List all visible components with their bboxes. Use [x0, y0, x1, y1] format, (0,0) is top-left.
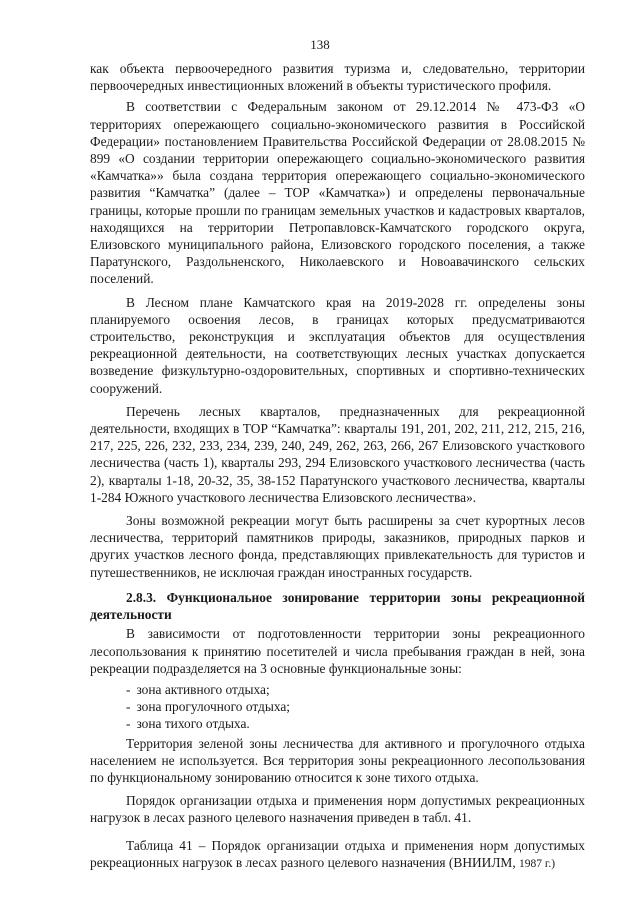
paragraph-forest-quarters: Перечень лесных кварталов, предназначенных для рекреационной деятельности, входящих в ТОР “Камчатка”: кварталы 191, 201, 202, 211, 212, 215, 216, 217, 225, 226, 232, 233, 234, 239, 240, 249, 262, 263, 266, 267 Елизовского участкового лесничества (часть 1), кварталы 293, 294 Елизовского участкового лесничества (часть 2), кварталы 1-18, 20-32, 35, 38-152 Паратунского участкового лесничества, кварталы 1-284 Южного участкового лесничества Елизовского лесничества».	[90, 403, 585, 505]
paragraph-recreation-zones: Зоны возможной рекреации могут быть расширены за счет курортных лесов лесничества, территорий памятников природы, заказников, природных парков и других участков лесного фонда, представляющих привлекательность для туристов и путешественников, не исключая граждан иностранных государств.	[90, 513, 585, 580]
section-intro: В зависимости от подготовленности территории зоны рекреационного лесопользования к принятию посетителей и числа пребывания граждан в ней, зона рекреации подразделяется на 3 основные функциональные зоны:	[90, 626, 585, 676]
table-caption-text: Таблица 41 – Порядок организации отдыха и применения норм допустимых рекреационных нагрузок в лесах разного целевого назначения (ВНИИЛМ,	[90, 837, 585, 870]
zone-quiet: зона тихого отдыха.	[136, 716, 250, 732]
zone-walking: зона прогулочного отдыха;	[136, 699, 291, 715]
table-caption	[90, 837, 585, 873]
paragraph-green-zone: Территория зеленой зоны лесничества для активного и прогулочного отдыха населением не используется. Вся территория зоны рекреационного лесопользования по функциональному зонированию относится к зоне тихого отдыха.	[90, 735, 585, 785]
section-heading: 2.8.3. Функциональное зонирование территории зоны рекреационной деятельности	[90, 589, 585, 623]
list-marker: -	[126, 716, 131, 732]
paragraph-forest-plan: В Лесном плане Камчатского края на 2019-2028 гг. определены зоны планируемого освоения лесов, в границах которых предусматриваются строительство, реконструкция и эксплуатация объектов для осуществления рекреационной деятельности, на соответствующих лесных участках допускается возведение физкультурно-оздоровительных, спортивных и спортивно-технических сооружений.	[90, 294, 585, 396]
zone-active: зона активного отдыха;	[136, 681, 270, 697]
table-caption-year: 1987 г.)	[519, 857, 556, 870]
list-item	[126, 715, 585, 732]
list-item	[126, 698, 585, 715]
list-marker: -	[126, 681, 131, 697]
list-marker: -	[126, 699, 131, 715]
list-item	[126, 681, 585, 698]
document-body	[90, 60, 585, 877]
zone-list	[90, 681, 585, 733]
paragraph-federal-law: В соответствии с Федеральным законом от 29.12.2014 № 473-ФЗ «О территориях опережающего социально-экономического развития в Российской Федерации» постановлением Правительства Российской Федерации от 28.08.2015 № 899 «О создании территории опережающего социально-экономического развития «Камчатка»» была создана территория опережающего социально-экономического развития “Камчатка” (далее – ТОР «Камчатка») и определены первоначальные границы, которые прошли по границам земельных участков и кадастровых кварталов, находящихся на территории Петропавловск-Камчатского городского округа, Елизовского муниципального района, Елизовского городского поселения, а также Паратунского, Раздольненского, Николаевского и Новоавачинского сельских поселений.	[90, 99, 585, 287]
paragraph-order: Порядок организации отдыха и применения норм допустимых рекреационных нагрузок в лесах разного целевого назначения приведен в табл. 41.	[90, 793, 585, 826]
page-number: 138	[310, 37, 330, 52]
paragraph-1: как объекта первоочередного развития туризма и, следовательно, территории первоочередных инвестиционных вложений в объекты туристического профиля.	[90, 61, 585, 94]
